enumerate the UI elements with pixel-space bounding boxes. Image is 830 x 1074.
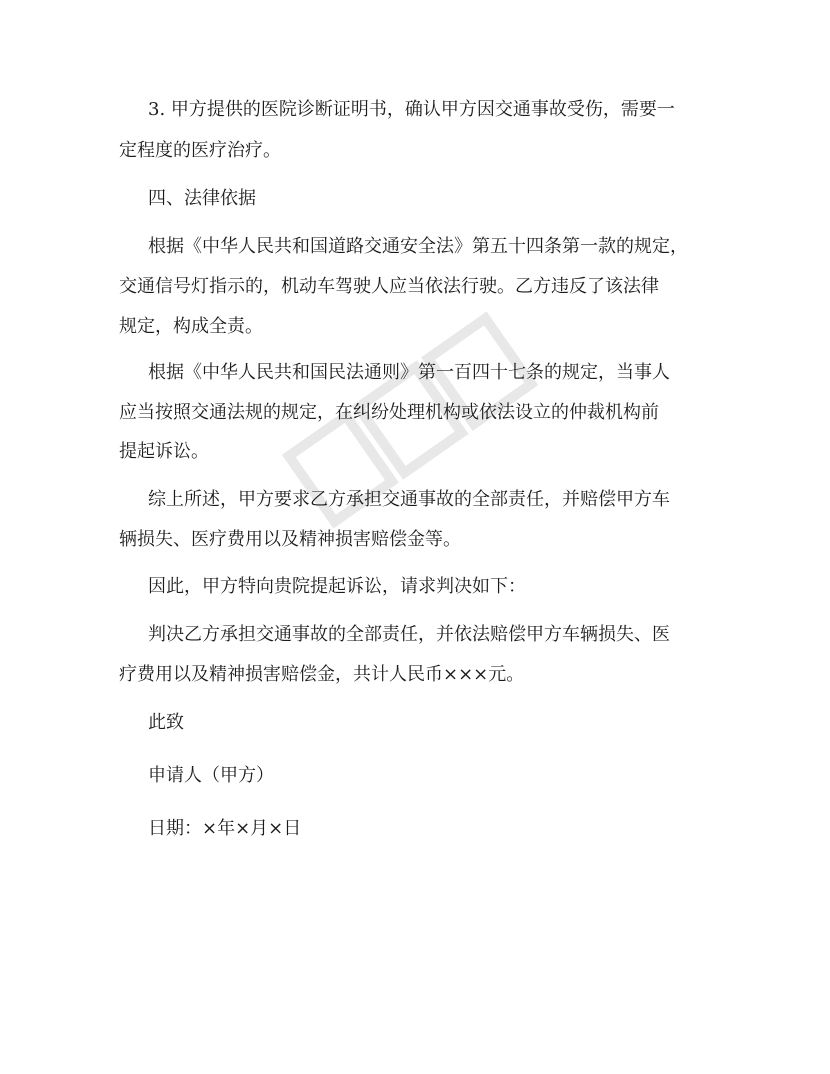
paragraph-1-line-2: 定程度的医疗治疗。 [119, 140, 281, 161]
date-line: 日期：×年×月×日 [148, 818, 302, 839]
paragraph-1-line-1: 3. 甲方提供的医院诊断证明书，确认甲方因交通事故受伤，需要一 [148, 99, 675, 120]
section-heading-legal-basis: 四、法律依据 [148, 188, 256, 209]
paragraph-5-line-1: 综上所述，甲方要求乙方承担交通事故的全部责任，并赔偿甲方车 [148, 489, 670, 510]
applicant-label: 申请人（甲方） [148, 765, 274, 786]
paragraph-3-line-3: 规定，构成全责。 [119, 316, 263, 337]
paragraph-4-line-2: 应当按照交通法规的规定，在纠纷处理机构或依法设立的仲裁机构前 [119, 402, 659, 423]
paragraph-3-line-1: 根据《中华人民共和国道路交通安全法》第五十四条第一款的规定， [148, 236, 688, 257]
paragraph-4-line-3: 提起诉讼。 [119, 441, 209, 462]
paragraph-4-line-1: 根据《中华人民共和国民法通则》第一百四十七条的规定，当事人 [148, 362, 670, 383]
closing-salutation: 此致 [148, 712, 184, 733]
paragraph-7-line-1: 判决乙方承担交通事故的全部责任，并依法赔偿甲方车辆损失、医 [148, 624, 670, 645]
paragraph-3-line-2: 交通信号灯指示的，机动车驾驶人应当依法行驶。乙方违反了该法律 [119, 276, 659, 297]
paragraph-6-line-1: 因此，甲方特向贵院提起诉讼，请求判决如下： [148, 576, 526, 597]
paragraph-5-line-2: 辆损失、医疗费用以及精神损害赔偿金等。 [119, 529, 461, 550]
paragraph-7-line-2: 疗费用以及精神损害赔偿金，共计人民币×××元。 [119, 664, 525, 685]
